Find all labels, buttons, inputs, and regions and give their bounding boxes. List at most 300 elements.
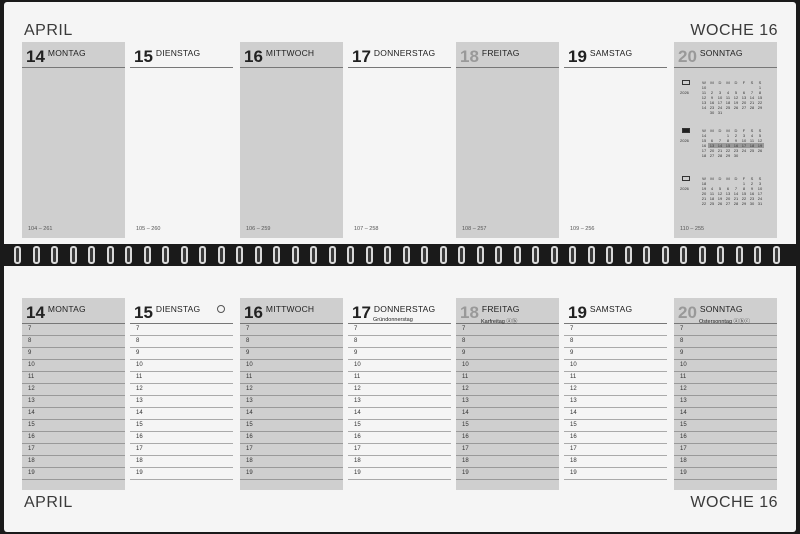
mini-cell: 11 bbox=[709, 191, 715, 196]
day-count: 108 – 257 bbox=[462, 226, 487, 232]
mini-cell: 23 bbox=[749, 196, 755, 201]
hour-slot[interactable]: 13 bbox=[674, 396, 777, 408]
holiday-label: Ostersonntag ⓐⓑⓒ bbox=[699, 319, 751, 325]
hour-slot[interactable]: 19 bbox=[564, 468, 667, 480]
mini-cell: 19 bbox=[717, 196, 723, 201]
hour-slot[interactable]: 17 bbox=[674, 444, 777, 456]
hour-slot[interactable]: 12 bbox=[456, 384, 559, 396]
mini-cell bbox=[756, 153, 764, 158]
hour-slot[interactable]: 15 bbox=[130, 420, 233, 432]
mini-cell: 18 bbox=[725, 100, 731, 105]
day-header bbox=[348, 298, 451, 324]
day-name: SONNTAG bbox=[699, 304, 743, 314]
hour-slot[interactable]: 9 bbox=[240, 348, 343, 360]
hour-slot[interactable]: 9 bbox=[456, 348, 559, 360]
hour-slot[interactable]: 8 bbox=[674, 336, 777, 348]
spiral-ring bbox=[107, 246, 114, 264]
mini-cell: 27 bbox=[741, 105, 747, 110]
day-name: DONNERSTAG bbox=[373, 304, 436, 314]
spiral-ring bbox=[717, 246, 724, 264]
mini-cell: 15 bbox=[725, 143, 731, 148]
hour-slot[interactable]: 7 bbox=[456, 324, 559, 336]
hour-slot[interactable]: 10 bbox=[240, 360, 343, 372]
day-header bbox=[674, 42, 777, 68]
mini-cell: 26 bbox=[757, 148, 763, 153]
mini-cell: 4 bbox=[750, 133, 754, 138]
hour-slot[interactable]: 18 bbox=[348, 456, 451, 468]
hour-slot[interactable]: 13 bbox=[130, 396, 233, 408]
spiral-ring bbox=[125, 246, 132, 264]
hour-slot[interactable]: 8 bbox=[130, 336, 233, 348]
day-name: DIENSTAG bbox=[155, 304, 201, 314]
mini-month-box bbox=[682, 176, 690, 181]
spiral-ring bbox=[329, 246, 336, 264]
bottom-day-column[interactable] bbox=[348, 298, 451, 490]
hour-slot[interactable]: 10 bbox=[130, 360, 233, 372]
hour-slot[interactable]: 12 bbox=[22, 384, 125, 396]
mini-cell: 17 bbox=[701, 148, 707, 153]
mini-cell: D bbox=[718, 176, 722, 181]
mini-cell: 5 bbox=[734, 90, 738, 95]
mini-year: 2026 bbox=[680, 138, 689, 143]
day-count: 110 – 255 bbox=[680, 226, 705, 232]
mini-cell: 29 bbox=[725, 153, 731, 158]
hour-slot[interactable]: 9 bbox=[348, 348, 451, 360]
mini-cell: 21 bbox=[733, 196, 739, 201]
day-name: MONTAG bbox=[47, 304, 86, 314]
mini-month-box bbox=[682, 128, 690, 133]
hour-slot[interactable]: 14 bbox=[456, 408, 559, 420]
mini-cell: 17 bbox=[717, 100, 723, 105]
mini-cell: W bbox=[702, 80, 706, 85]
day-number: 15 bbox=[134, 303, 153, 322]
mini-cell: 1 bbox=[726, 133, 730, 138]
day-name: DONNERSTAG bbox=[373, 48, 436, 58]
hour-slot[interactable]: 7 bbox=[130, 324, 233, 336]
mini-cell: 4 bbox=[710, 186, 714, 191]
spiral-ring bbox=[144, 246, 151, 264]
spiral-ring bbox=[643, 246, 650, 264]
hour-slot[interactable]: 13 bbox=[456, 396, 559, 408]
mini-cell: 6 bbox=[710, 138, 714, 143]
day-name: SAMSTAG bbox=[589, 48, 633, 58]
mini-cell: 20 bbox=[741, 100, 747, 105]
top-page bbox=[4, 2, 796, 244]
hour-slot[interactable]: 16 bbox=[22, 432, 125, 444]
mini-cell: 18 bbox=[701, 153, 707, 158]
hour-slot[interactable]: 11 bbox=[348, 372, 451, 384]
day-number: 20 bbox=[678, 47, 697, 66]
mini-cell: 29 bbox=[757, 105, 763, 110]
mini-cell: 20 bbox=[725, 196, 731, 201]
mini-cell: 22 bbox=[757, 100, 763, 105]
hour-slot[interactable]: 18 bbox=[130, 456, 233, 468]
bottom-day-column[interactable] bbox=[22, 298, 125, 490]
day-number: 16 bbox=[244, 303, 263, 322]
mini-cell bbox=[732, 110, 740, 115]
mini-cell: 14 bbox=[749, 95, 755, 100]
top-day-column[interactable] bbox=[240, 42, 343, 238]
spiral-ring bbox=[421, 246, 428, 264]
mini-cell: 17 bbox=[757, 191, 763, 196]
mini-cell: M bbox=[710, 128, 714, 133]
spiral-ring bbox=[662, 246, 669, 264]
hour-slot[interactable]: 13 bbox=[240, 396, 343, 408]
mini-cell: 6 bbox=[726, 186, 730, 191]
top-month-label: APRIL bbox=[24, 22, 73, 39]
spiral-ring bbox=[606, 246, 613, 264]
mini-cell: M bbox=[726, 128, 730, 133]
spiral-ring bbox=[699, 246, 706, 264]
mini-cell: S bbox=[758, 128, 762, 133]
hour-slot[interactable]: 10 bbox=[674, 360, 777, 372]
top-day-column[interactable] bbox=[130, 42, 233, 238]
hour-slot[interactable]: 14 bbox=[348, 408, 451, 420]
day-number: 20 bbox=[678, 303, 697, 322]
hour-slot[interactable]: 11 bbox=[22, 372, 125, 384]
mini-cell: D bbox=[734, 128, 738, 133]
hour-slot[interactable]: 19 bbox=[456, 468, 559, 480]
mini-cell: 8 bbox=[758, 90, 762, 95]
hour-slot[interactable]: 7 bbox=[674, 324, 777, 336]
spiral-ring bbox=[532, 246, 539, 264]
hour-list bbox=[674, 324, 777, 480]
mini-cell: 19 bbox=[757, 143, 763, 148]
hour-list bbox=[564, 324, 667, 480]
spiral-ring bbox=[384, 246, 391, 264]
mini-month-box bbox=[682, 80, 690, 85]
hour-slot[interactable]: 18 bbox=[456, 456, 559, 468]
mini-cell: 13 bbox=[741, 95, 747, 100]
day-header bbox=[348, 42, 451, 68]
spiral-ring bbox=[51, 246, 58, 264]
mini-cell: 8 bbox=[726, 138, 730, 143]
spiral-ring bbox=[218, 246, 225, 264]
mini-cell: 12 bbox=[717, 191, 723, 196]
day-number: 16 bbox=[244, 47, 263, 66]
spiral-ring bbox=[773, 246, 780, 264]
mini-cell: 11 bbox=[701, 90, 707, 95]
spiral-ring bbox=[569, 246, 576, 264]
mini-cell: 28 bbox=[749, 105, 755, 110]
bottom-page bbox=[4, 266, 796, 532]
mini-cell: 12 bbox=[757, 138, 763, 143]
hour-slot[interactable]: 10 bbox=[348, 360, 451, 372]
hour-slot[interactable]: 12 bbox=[240, 384, 343, 396]
day-number: 17 bbox=[352, 303, 371, 322]
mini-cell: 3 bbox=[758, 181, 762, 186]
hour-list bbox=[22, 324, 125, 480]
day-name: MONTAG bbox=[47, 48, 86, 58]
bottom-day-column[interactable] bbox=[674, 298, 777, 490]
mini-cell: 14 bbox=[701, 133, 707, 138]
hour-slot[interactable]: 15 bbox=[22, 420, 125, 432]
mini-cell: 20 bbox=[709, 148, 715, 153]
mini-cell: 16 bbox=[749, 191, 755, 196]
hour-slot[interactable]: 17 bbox=[456, 444, 559, 456]
day-name: SAMSTAG bbox=[589, 304, 633, 314]
top-day-column[interactable] bbox=[564, 42, 667, 238]
mini-cell: S bbox=[750, 176, 754, 181]
hour-slot[interactable]: 17 bbox=[22, 444, 125, 456]
mini-cell: 19 bbox=[733, 100, 739, 105]
day-header bbox=[456, 42, 559, 68]
hour-slot[interactable]: 10 bbox=[456, 360, 559, 372]
mini-cell: D bbox=[718, 80, 722, 85]
mini-cell: 16 bbox=[709, 100, 715, 105]
day-header bbox=[564, 298, 667, 324]
day-number: 19 bbox=[568, 47, 587, 66]
hour-slot[interactable]: 8 bbox=[348, 336, 451, 348]
hour-slot[interactable]: 13 bbox=[22, 396, 125, 408]
hour-list bbox=[456, 324, 559, 480]
hour-slot[interactable]: 13 bbox=[564, 396, 667, 408]
hour-slot[interactable]: 19 bbox=[674, 468, 777, 480]
mini-cell bbox=[756, 110, 764, 115]
spiral-ring bbox=[310, 246, 317, 264]
mini-cell: 3 bbox=[742, 133, 746, 138]
mini-cell: 14 bbox=[701, 105, 707, 110]
spiral-binding bbox=[0, 244, 800, 266]
day-number: 15 bbox=[134, 47, 153, 66]
hour-slot[interactable]: 16 bbox=[130, 432, 233, 444]
day-header bbox=[456, 298, 559, 324]
bottom-day-column[interactable] bbox=[240, 298, 343, 490]
spiral-ring bbox=[736, 246, 743, 264]
hour-slot[interactable]: 17 bbox=[564, 444, 667, 456]
hour-slot[interactable]: 8 bbox=[456, 336, 559, 348]
spiral-ring bbox=[162, 246, 169, 264]
hour-slot[interactable]: 11 bbox=[240, 372, 343, 384]
mini-cell: 10 bbox=[701, 85, 707, 90]
mini-cell: 6 bbox=[742, 90, 746, 95]
hour-slot[interactable]: 10 bbox=[564, 360, 667, 372]
mini-cell: 18 bbox=[749, 143, 755, 148]
spiral-ring bbox=[477, 246, 484, 264]
top-day-column[interactable] bbox=[348, 42, 451, 238]
mini-cell: 10 bbox=[717, 95, 723, 100]
day-name: FREITAG bbox=[481, 304, 520, 314]
hour-list bbox=[240, 324, 343, 480]
hour-slot[interactable]: 15 bbox=[348, 420, 451, 432]
bottom-day-column[interactable] bbox=[130, 298, 233, 490]
mini-cell: 13 bbox=[725, 191, 731, 196]
hour-slot[interactable]: 11 bbox=[674, 372, 777, 384]
hour-slot[interactable]: 9 bbox=[130, 348, 233, 360]
hour-slot[interactable]: 16 bbox=[240, 432, 343, 444]
mini-cell: S bbox=[758, 80, 762, 85]
hour-slot[interactable]: 16 bbox=[456, 432, 559, 444]
hour-slot[interactable]: 11 bbox=[456, 372, 559, 384]
top-day-column[interactable] bbox=[456, 42, 559, 238]
spiral-ring bbox=[625, 246, 632, 264]
spiral-ring bbox=[366, 246, 373, 264]
hour-slot[interactable]: 15 bbox=[456, 420, 559, 432]
bottom-day-column[interactable] bbox=[456, 298, 559, 490]
mini-cell: 22 bbox=[741, 196, 747, 201]
hour-slot[interactable]: 9 bbox=[564, 348, 667, 360]
mini-cell: 5 bbox=[718, 186, 722, 191]
hour-slot[interactable]: 14 bbox=[22, 408, 125, 420]
mini-cell: 12 bbox=[733, 95, 739, 100]
spiral-ring bbox=[255, 246, 262, 264]
hour-slot[interactable]: 7 bbox=[348, 324, 451, 336]
day-name: MITTWOCH bbox=[265, 48, 315, 58]
mini-cell: D bbox=[734, 176, 738, 181]
hour-slot[interactable]: 7 bbox=[22, 324, 125, 336]
mini-cell: 24 bbox=[757, 196, 763, 201]
day-name: DIENSTAG bbox=[155, 48, 201, 58]
spiral-ring bbox=[680, 246, 687, 264]
hour-slot[interactable]: 7 bbox=[240, 324, 343, 336]
hour-slot[interactable]: 14 bbox=[564, 408, 667, 420]
hour-slot[interactable]: 14 bbox=[674, 408, 777, 420]
mini-cell: D bbox=[734, 80, 738, 85]
hour-slot[interactable]: 17 bbox=[348, 444, 451, 456]
mini-cell: 2 bbox=[734, 133, 738, 138]
moon-phase-icon bbox=[217, 305, 225, 313]
day-count: 105 – 260 bbox=[136, 226, 161, 232]
hour-slot[interactable]: 18 bbox=[674, 456, 777, 468]
mini-cell: 7 bbox=[718, 138, 722, 143]
hour-slot[interactable]: 15 bbox=[240, 420, 343, 432]
mini-cell: 9 bbox=[750, 186, 754, 191]
mini-cell: M bbox=[710, 80, 714, 85]
spiral-ring bbox=[236, 246, 243, 264]
mini-cell: 27 bbox=[709, 153, 715, 158]
mini-cell: S bbox=[750, 128, 754, 133]
mini-cell: 23 bbox=[709, 105, 715, 110]
mini-cell: 2 bbox=[750, 181, 754, 186]
hour-slot[interactable]: 16 bbox=[348, 432, 451, 444]
mini-cell: 11 bbox=[725, 95, 731, 100]
hour-slot[interactable]: 17 bbox=[240, 444, 343, 456]
hour-slot[interactable]: 17 bbox=[130, 444, 233, 456]
day-number: 17 bbox=[352, 47, 371, 66]
day-number: 14 bbox=[26, 303, 45, 322]
day-header bbox=[674, 298, 777, 324]
bottom-day-column[interactable] bbox=[564, 298, 667, 490]
spiral-ring bbox=[273, 246, 280, 264]
mini-cell: 31 bbox=[717, 110, 723, 115]
mini-cell: 1 bbox=[742, 181, 746, 186]
hour-slot[interactable]: 16 bbox=[564, 432, 667, 444]
top-day-column[interactable] bbox=[674, 42, 777, 238]
hour-slot[interactable]: 7 bbox=[564, 324, 667, 336]
hour-slot[interactable]: 12 bbox=[348, 384, 451, 396]
mini-cell: 30 bbox=[733, 153, 739, 158]
hour-slot[interactable]: 10 bbox=[22, 360, 125, 372]
hour-slot[interactable]: 9 bbox=[674, 348, 777, 360]
hour-slot[interactable]: 18 bbox=[22, 456, 125, 468]
hour-slot[interactable]: 8 bbox=[22, 336, 125, 348]
mini-cell: 28 bbox=[717, 153, 723, 158]
mini-year: 2026 bbox=[680, 186, 689, 191]
mini-cell: S bbox=[758, 176, 762, 181]
mini-cell: 13 bbox=[709, 143, 715, 148]
hour-slot[interactable]: 18 bbox=[240, 456, 343, 468]
hour-slot[interactable]: 14 bbox=[240, 408, 343, 420]
hour-slot[interactable]: 8 bbox=[240, 336, 343, 348]
mini-cell: 31 bbox=[757, 201, 763, 206]
mini-cell: W bbox=[702, 176, 706, 181]
mini-cell: 16 bbox=[701, 143, 707, 148]
hour-slot[interactable]: 11 bbox=[130, 372, 233, 384]
day-header bbox=[240, 298, 343, 324]
mini-cell: S bbox=[750, 80, 754, 85]
mini-cell: 26 bbox=[717, 201, 723, 206]
hour-slot[interactable]: 19 bbox=[130, 468, 233, 480]
mini-cell: 22 bbox=[701, 201, 707, 206]
mini-cell: 21 bbox=[749, 100, 755, 105]
top-day-column[interactable] bbox=[22, 42, 125, 238]
mini-cell: 30 bbox=[749, 201, 755, 206]
mini-cell: 15 bbox=[757, 95, 763, 100]
mini-cell: 25 bbox=[749, 148, 755, 153]
mini-cell bbox=[724, 110, 732, 115]
hour-slot[interactable]: 12 bbox=[674, 384, 777, 396]
mini-cell: 16 bbox=[733, 143, 739, 148]
hour-slot[interactable]: 18 bbox=[564, 456, 667, 468]
holiday-label: Gründonnerstag bbox=[373, 317, 413, 323]
day-count: 109 – 256 bbox=[570, 226, 595, 232]
mini-cell: 26 bbox=[733, 105, 739, 110]
mini-year: 2026 bbox=[680, 90, 689, 95]
hour-slot[interactable]: 14 bbox=[130, 408, 233, 420]
mini-cell: M bbox=[726, 80, 730, 85]
hour-slot[interactable]: 15 bbox=[564, 420, 667, 432]
hour-slot[interactable]: 12 bbox=[564, 384, 667, 396]
spiral-ring bbox=[88, 246, 95, 264]
hour-slot[interactable]: 15 bbox=[674, 420, 777, 432]
mini-cell: 8 bbox=[742, 186, 746, 191]
day-number: 18 bbox=[460, 47, 479, 66]
hour-slot[interactable]: 16 bbox=[674, 432, 777, 444]
day-header bbox=[22, 298, 125, 324]
day-count: 104 – 261 bbox=[28, 226, 53, 232]
hour-slot[interactable]: 19 bbox=[348, 468, 451, 480]
spiral-ring bbox=[440, 246, 447, 264]
mini-cell: 23 bbox=[733, 148, 739, 153]
hour-slot[interactable]: 19 bbox=[240, 468, 343, 480]
spiral-ring bbox=[514, 246, 521, 264]
hour-slot[interactable]: 8 bbox=[564, 336, 667, 348]
day-number: 14 bbox=[26, 47, 45, 66]
mini-cell bbox=[740, 153, 748, 158]
spiral-ring bbox=[551, 246, 558, 264]
day-count: 106 – 259 bbox=[246, 226, 271, 232]
hour-slot[interactable]: 12 bbox=[130, 384, 233, 396]
hour-slot[interactable]: 19 bbox=[22, 468, 125, 480]
spiral-ring bbox=[181, 246, 188, 264]
mini-cell: 10 bbox=[757, 186, 763, 191]
mini-cell: 30 bbox=[709, 110, 715, 115]
mini-cell: 15 bbox=[741, 191, 747, 196]
hour-slot[interactable]: 13 bbox=[348, 396, 451, 408]
mini-cell: 22 bbox=[725, 148, 731, 153]
spiral-ring bbox=[33, 246, 40, 264]
hour-slot[interactable]: 9 bbox=[22, 348, 125, 360]
mini-cell: 13 bbox=[701, 100, 707, 105]
spiral-ring bbox=[754, 246, 761, 264]
mini-cell bbox=[748, 110, 756, 115]
mini-cell: 3 bbox=[718, 90, 722, 95]
day-header bbox=[22, 42, 125, 68]
holiday-label: Karfreitag ⓐⓑ bbox=[481, 319, 518, 325]
mini-cell: 9 bbox=[734, 138, 738, 143]
hour-slot[interactable]: 11 bbox=[564, 372, 667, 384]
day-header bbox=[564, 42, 667, 68]
